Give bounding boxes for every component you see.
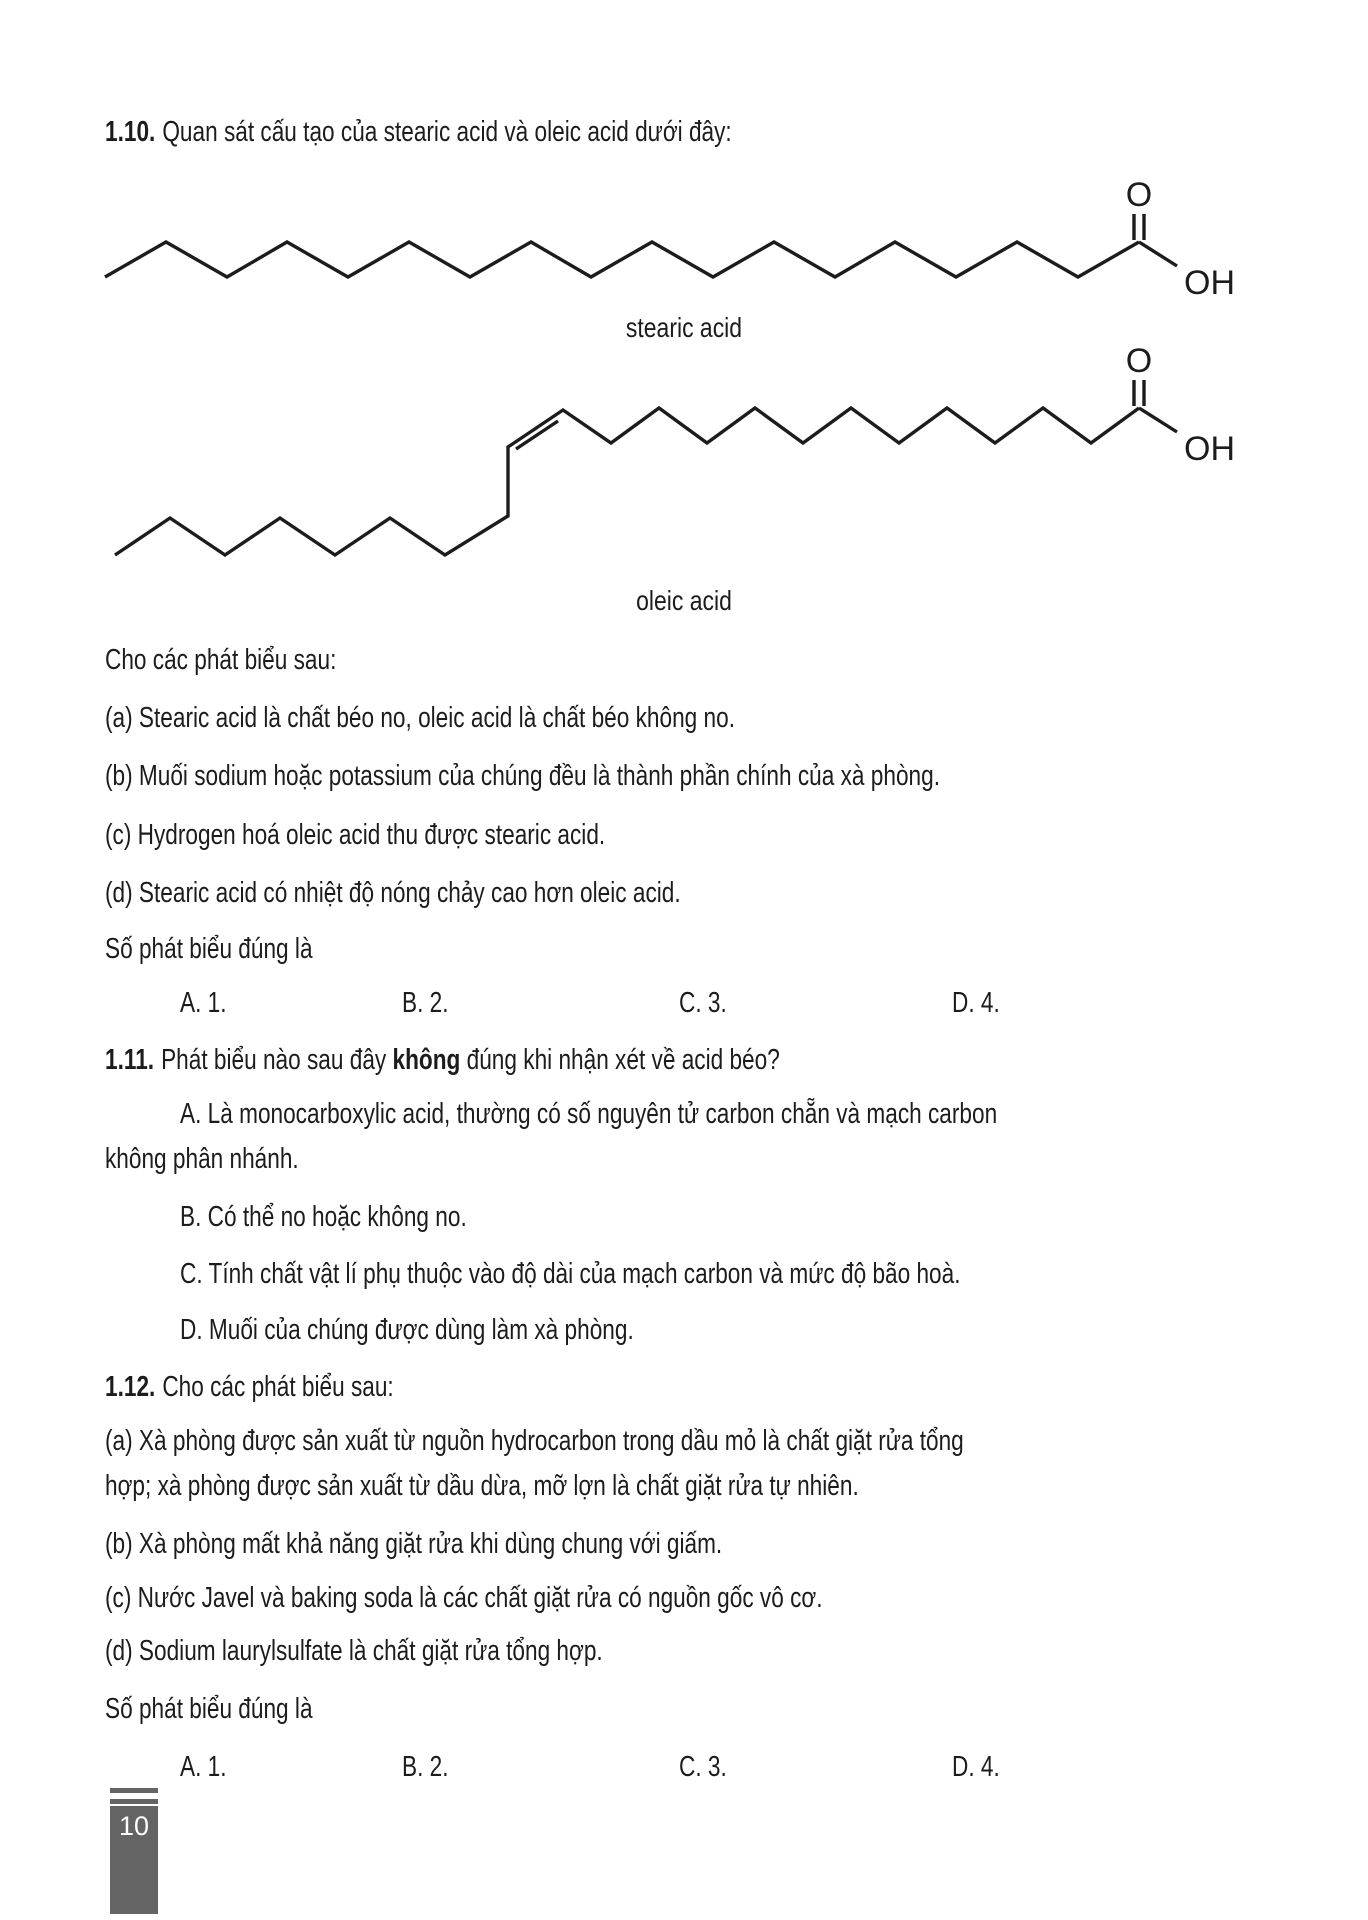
stearic-hydroxyl-bond (1139, 242, 1177, 266)
q112-option-d: D. 4. (952, 1751, 1000, 1783)
oleic-acid-structure (115, 380, 1177, 555)
q110-question: Số phát biểu đúng là (105, 933, 313, 965)
page-number: 10 (118, 1811, 150, 1841)
page-number-tab (110, 1806, 158, 1914)
stearic-acid-caption: stearic acid (625, 312, 743, 343)
oleic-oxygen-label: O (1125, 342, 1153, 380)
q111-option-c: C. Tính chất vật lí phụ thuộc vào độ dài của mạch carbon và mức độ bão hoà. (180, 1258, 961, 1290)
question-text: Cho các phát biểu sau: (162, 1371, 394, 1403)
q112-option-b: B. 2. (402, 1751, 449, 1783)
oleic-hydroxyl-bond (1139, 408, 1177, 432)
q111-option-b: B. Có thể no hoặc không no. (180, 1201, 467, 1233)
question-text: Quan sát cấu tạo của stearic acid và oleic acid dưới đây: (162, 116, 732, 148)
stearic-acid-structure (105, 214, 1177, 277)
stearic-oxygen-label: O (1125, 176, 1153, 214)
question-number: 1.11. (105, 1044, 155, 1076)
stearic-hydroxyl-label: OH (1184, 264, 1235, 302)
oleic-chain (115, 408, 1139, 555)
q110-statement-c: (c) Hydrogen hoá oleic acid thu được stearic acid. (105, 819, 606, 851)
question-number: 1.10. (105, 116, 156, 148)
stearic-chain (105, 242, 1139, 277)
q112-statement-a-line2: hợp; xà phòng được sản xuất từ dầu dừa, mỡ lợn là chất giặt rửa tự nhiên. (105, 1470, 859, 1502)
q110-option-a: A. 1. (180, 987, 227, 1019)
q111-option-a-line1: A. Là monocarboxylic acid, thường có số nguyên tử carbon chẵn và mạch carbon (180, 1098, 998, 1130)
q110-option-d: D. 4. (952, 987, 1000, 1019)
q112-option-c: C. 3. (679, 1751, 727, 1783)
oleic-acid-caption: oleic acid (636, 585, 732, 616)
q112-statement-d: (d) Sodium laurylsulfate là chất giặt rửa tổng hợp. (105, 1635, 603, 1667)
page-tab-line-1 (110, 1788, 158, 1793)
q112-statement-a-line1: (a) Xà phòng được sản xuất từ nguồn hydrocarbon trong dầu mỏ là chất giặt rửa tổng (105, 1425, 964, 1457)
q110-statement-d: (d) Stearic acid có nhiệt độ nóng chảy cao hơn oleic acid. (105, 877, 681, 909)
q111-option-a-line2: không phân nhánh. (105, 1143, 299, 1175)
q110-option-c: C. 3. (679, 987, 727, 1019)
q112-statement-c: (c) Nước Javel và baking soda là các chất giặt rửa có nguồn gốc vô cơ. (105, 1582, 823, 1614)
question-1-11-heading (105, 1040, 780, 1080)
q110-intro: Cho các phát biểu sau: (105, 644, 337, 676)
q111-option-d: D. Muối của chúng được dùng làm xà phòng. (180, 1314, 634, 1346)
question-text-pre: Phát biểu nào sau đây (161, 1044, 387, 1076)
oleic-double-bond-inner (516, 421, 558, 449)
q110-option-b: B. 2. (402, 987, 449, 1019)
q110-statement-b: (b) Muối sodium hoặc potassium của chúng đều là thành phần chính của xà phòng. (105, 760, 940, 792)
q112-option-a: A. 1. (180, 1751, 227, 1783)
question-text-post: đúng khi nhận xét về acid béo? (466, 1044, 780, 1076)
question-1-12-heading (105, 1367, 394, 1407)
question-text-bold: không (392, 1044, 461, 1076)
oleic-hydroxyl-label: OH (1184, 430, 1235, 468)
question-number: 1.12. (105, 1371, 156, 1403)
q112-question: Số phát biểu đúng là (105, 1693, 313, 1725)
q112-statement-b: (b) Xà phòng mất khả năng giặt rửa khi dùng chung với giấm. (105, 1528, 723, 1560)
page-tab-line-2 (110, 1799, 158, 1804)
q110-statement-a: (a) Stearic acid là chất béo no, oleic acid là chất béo không no. (105, 702, 735, 734)
